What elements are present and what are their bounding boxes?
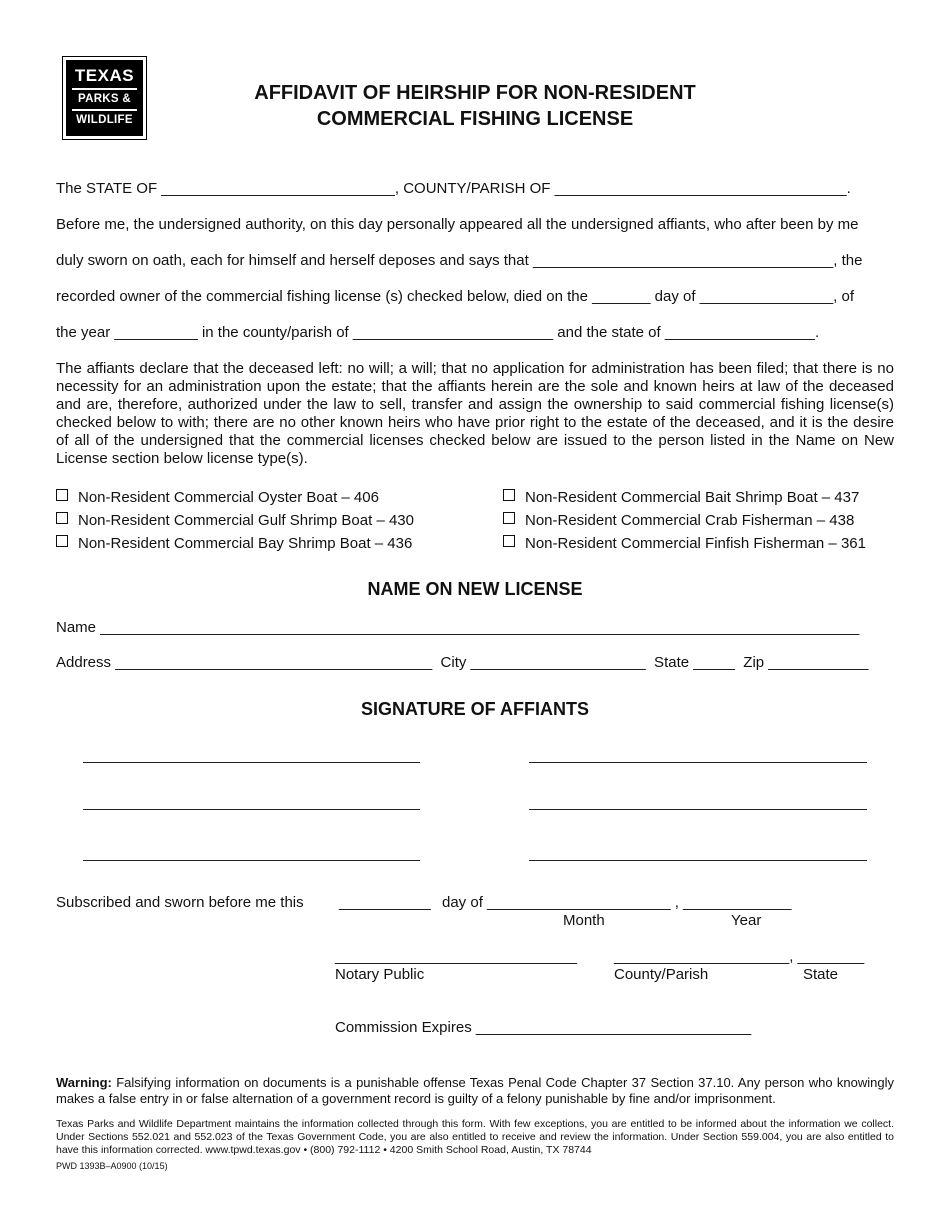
deceased-name-line[interactable]: duly sworn on oath, each for himself and herself deposes and says that ____________________________________, the (56, 252, 863, 269)
logo-line-2: PARKS & (77, 93, 131, 105)
checkbox-icon[interactable] (503, 535, 515, 547)
checkbox-icon[interactable] (56, 512, 68, 524)
checkbox-icon[interactable] (503, 489, 515, 501)
license-checkbox-crab-fisherman[interactable] (503, 512, 854, 530)
month-caption: Month (563, 912, 605, 929)
county-caption: County/Parish (614, 966, 709, 983)
privacy-notice: Texas Parks and Wildlife Department maintains the information collected through this form. With few exceptions, you are entitled to be informed about the information we collect. Under Sections 552.021 and 552.023 of the Texas Government Code, you are also entitled to receive and review the information. Under Section 559.004, you are also entitled to have this information corrected. www.tpwd.texas.gov • (800) 792-1112 • 4200 Smith School Road, Austin, TX 78744 (56, 1118, 894, 1156)
state-county-line[interactable]: The STATE OF ____________________________, COUNTY/PARISH OF ___________________________________. (56, 180, 851, 197)
appearance-line: Before me, the undersigned authority, on this day personally appeared all the undersigned affiants, who after been by me (56, 216, 859, 233)
affiant-signature-line[interactable] (529, 860, 867, 861)
license-label: Non-Resident Commercial Crab Fisherman – 438 (525, 512, 855, 529)
license-checkbox-gulf-shrimp-boat[interactable] (56, 512, 414, 530)
checkbox-icon[interactable] (56, 535, 68, 547)
declaration-paragraph: The affiants declare that the deceased left: no will; a will; that no application for administration has been filed; that there is no necessity for an administration upon the estate; that the affiants herein are the sole and known heirs at law of the deceased and are, therefore, authorized under the law to sell, transfer and assign the ownership to said commercial fishing license(s) checked below to with; there are no other known heirs who have prior right to the estate of the deceased, and it is the desire of all of the undersigned that the commercial licenses checked below are issued to the person listed in the Name on New License section below license type(s). (56, 360, 894, 467)
new-license-heading: NAME ON NEW LICENSE (367, 579, 583, 599)
license-label: Non-Resident Commercial Finfish Fisherman – 361 (525, 535, 866, 552)
license-checkbox-bay-shrimp-boat[interactable] (56, 535, 412, 553)
sworn-day-field[interactable]: ___________ (339, 894, 431, 911)
checkbox-icon[interactable] (56, 489, 68, 501)
form-title-line-1: AFFIDAVIT OF HEIRSHIP FOR NON-RESIDENT (254, 82, 696, 104)
sworn-label: Subscribed and sworn before me this (56, 894, 304, 911)
new-license-address-field[interactable]: Address ______________________________________ City _____________________ State _____ Zip ____________ (56, 654, 869, 671)
county-state-field[interactable]: _____________________, ________ (614, 948, 865, 965)
tpwd-logo (62, 56, 147, 140)
form-title-line-2: COMMERCIAL FISHING LICENSE (316, 108, 634, 130)
affiant-signature-line[interactable] (529, 809, 867, 810)
logo-divider (72, 109, 137, 111)
logo-divider (72, 88, 137, 90)
death-date-line[interactable]: recorded owner of the commercial fishing license (s) checked below, died on the _______ day of ________________, of (56, 288, 855, 305)
license-label: Non-Resident Commercial Gulf Shrimp Boat – 430 (78, 512, 414, 529)
checkbox-icon[interactable] (503, 512, 515, 524)
signature-heading: SIGNATURE OF AFFIANTS (361, 699, 589, 719)
license-label: Non-Resident Commercial Oyster Boat – 406 (78, 489, 379, 506)
affiant-signature-line[interactable] (83, 762, 420, 763)
death-location-line[interactable]: the year __________ in the county/parish of ________________________ and the state of __________________. (56, 324, 820, 341)
logo-line-3: WILDLIFE (76, 114, 133, 126)
warning-label: Warning: (56, 1075, 112, 1090)
sworn-month-year-field[interactable]: day of ______________________ , _____________ (442, 894, 792, 911)
license-label: Non-Resident Commercial Bait Shrimp Boat – 437 (525, 489, 860, 506)
license-checkbox-bait-shrimp-boat[interactable] (503, 489, 859, 507)
state-caption: State (803, 966, 839, 983)
logo-badge (66, 60, 143, 136)
license-checkbox-finfish-fisherman[interactable] (503, 535, 866, 553)
license-checkbox-oyster-boat[interactable] (56, 489, 379, 507)
affiant-signature-line[interactable] (529, 762, 867, 763)
logo-line-1: TEXAS (74, 66, 135, 85)
notary-signature-field[interactable]: _____________________________ (335, 948, 577, 965)
license-label: Non-Resident Commercial Bay Shrimp Boat – 436 (78, 535, 413, 552)
form-code: PWD 1393B–A0900 (10/15) (56, 1161, 168, 1171)
year-caption: Year (731, 912, 762, 929)
warning-text: Falsifying information on documents is a punishable offense Texas Penal Code Chapter 37 Section 37.10. Any person who knowingly makes a false entry in or false alternation of a government record is guilty of a felony punishable by fine and/or imprisonment. (56, 1075, 894, 1106)
affiant-signature-line[interactable] (83, 809, 420, 810)
affiant-signature-line[interactable] (83, 860, 420, 861)
warning-notice (56, 1075, 894, 1107)
notary-caption: Notary Public (335, 966, 425, 983)
commission-expires-field[interactable]: Commission Expires _________________________________ (335, 1019, 752, 1036)
new-license-name-field[interactable]: Name ___________________________________________________________________________________________ (56, 619, 860, 636)
